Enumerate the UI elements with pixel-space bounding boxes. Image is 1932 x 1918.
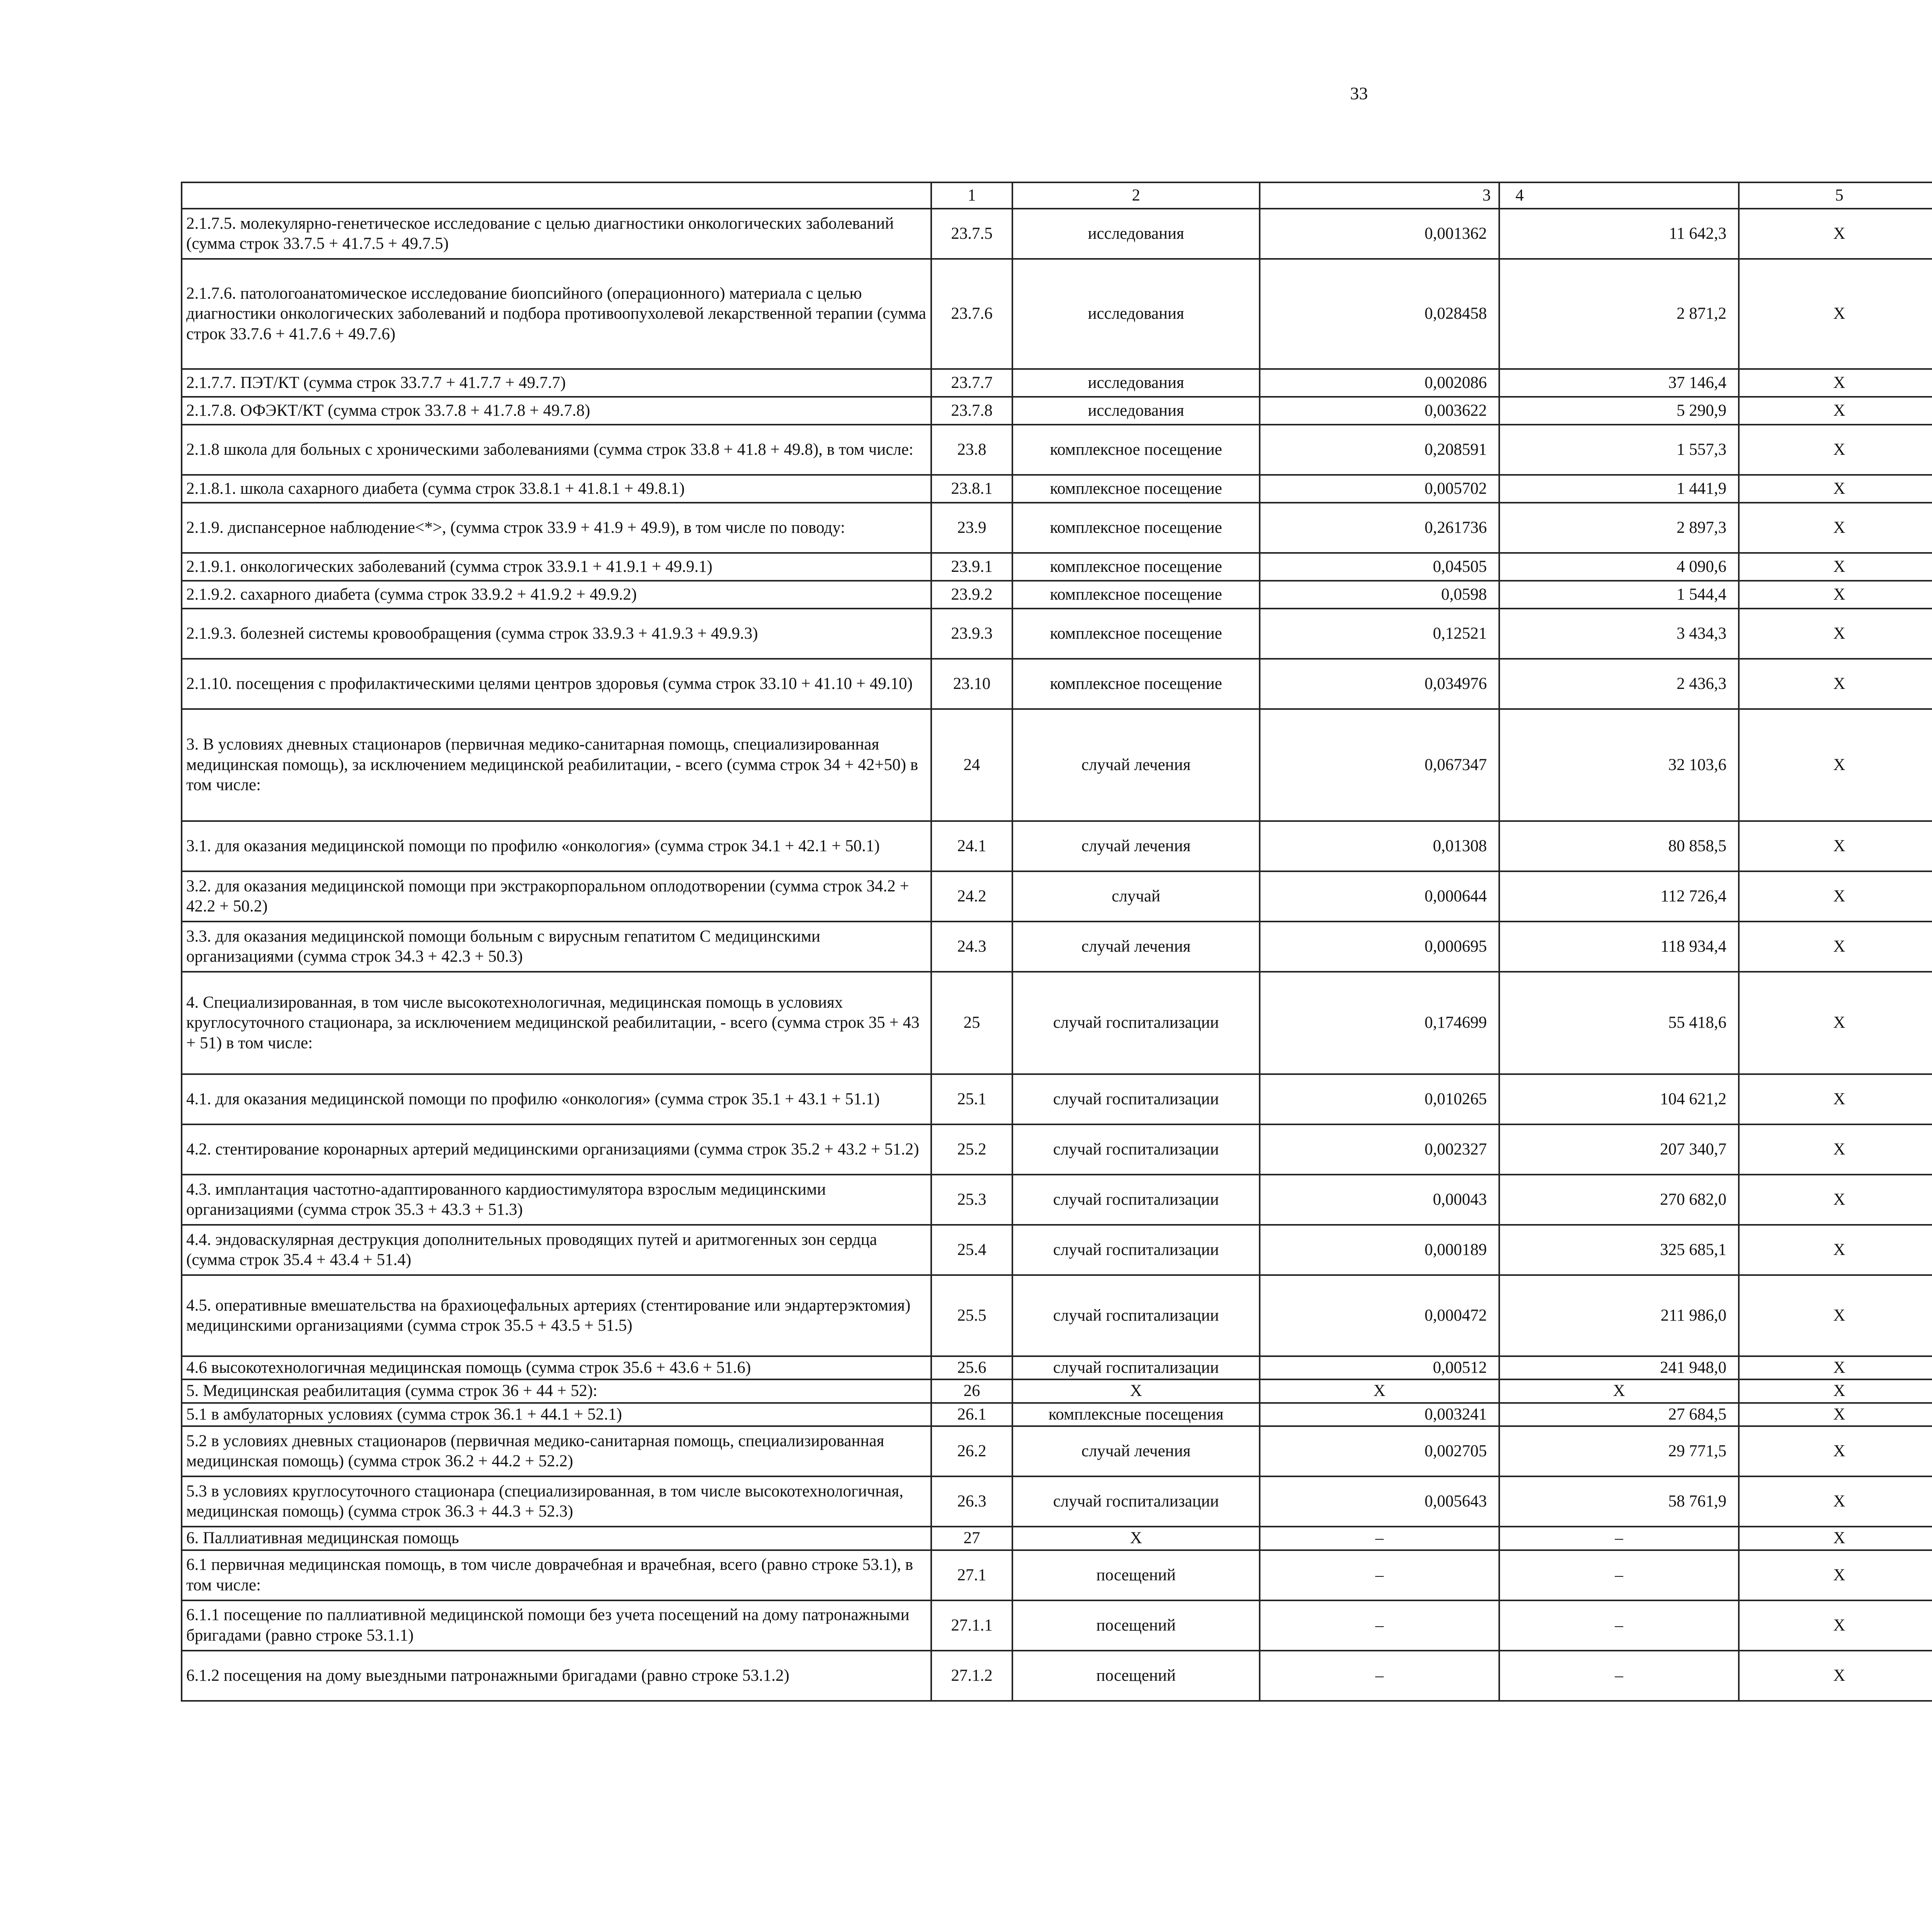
value-cell: 0,000644 — [1260, 871, 1499, 922]
value-cell: 0,174699 — [1260, 972, 1499, 1074]
value-cell: 4 090,6 — [1499, 553, 1739, 581]
unit-cell: случай госпитализации — [1012, 1074, 1260, 1124]
value-cell: 0,000695 — [1260, 922, 1499, 972]
value-cell: 0,12521 — [1260, 609, 1499, 659]
value-cell: – — [1260, 1600, 1499, 1651]
mark-cell: X — [1739, 1403, 1932, 1426]
unit-cell: комплексное посещение — [1012, 553, 1260, 581]
mark-cell: X — [1739, 1225, 1932, 1275]
row-code: 26.3 — [931, 1476, 1012, 1527]
value-cell: 104 621,2 — [1499, 1074, 1739, 1124]
table-row — [182, 1550, 1932, 1600]
row-label: 4.4. эндоваскулярная деструкция дополнительных проводящих путей и аритмогенных зон сердца (сумма строк 35.4 + 43.4 + 51.4) — [182, 1225, 931, 1275]
mark-cell: X — [1739, 369, 1932, 397]
mark-cell: X — [1739, 871, 1932, 922]
unit-cell: X — [1012, 1379, 1260, 1403]
mark-cell: X — [1739, 1426, 1932, 1476]
unit-cell: посещений — [1012, 1600, 1260, 1651]
column-number: 1 — [931, 182, 1012, 209]
table-row — [182, 972, 1932, 1074]
row-code: 23.9 — [931, 503, 1012, 553]
row-code: 23.9.2 — [931, 581, 1012, 609]
value-cell: 0,002705 — [1260, 1426, 1499, 1476]
value-cell: 11 642,3 — [1499, 209, 1739, 259]
row-code: 25 — [931, 972, 1012, 1074]
table-row — [182, 871, 1932, 922]
table-row — [182, 1403, 1932, 1426]
row-code: 24.1 — [931, 821, 1012, 871]
mark-cell: X — [1739, 1275, 1932, 1356]
row-label: 5.3 в условиях круглосуточного стационара (специализированная, в том числе высокотехнологичная, медицинская помощь) (сумма строк 36.3 + 44.3 + 52.3) — [182, 1476, 931, 1527]
value-cell: 0,0598 — [1260, 581, 1499, 609]
value-cell: X — [1260, 1379, 1499, 1403]
row-label: 2.1.7.8. ОФЭКТ/КТ (сумма строк 33.7.8 + 41.7.8 + 49.7.8) — [182, 397, 931, 425]
table-row — [182, 1175, 1932, 1225]
table-row — [182, 1476, 1932, 1527]
mark-cell: X — [1739, 922, 1932, 972]
unit-cell: посещений — [1012, 1550, 1260, 1600]
unit-cell: посещений — [1012, 1651, 1260, 1701]
row-label: 5.1 в амбулаторных условиях (сумма строк 36.1 + 44.1 + 52.1) — [182, 1403, 931, 1426]
value-cell: 1 544,4 — [1499, 581, 1739, 609]
value-cell: 241 948,0 — [1499, 1356, 1739, 1379]
value-cell: 2 897,3 — [1499, 503, 1739, 553]
value-cell: 0,001362 — [1260, 209, 1499, 259]
row-label: 4.2. стентирование коронарных артерий медицинскими организациями (сумма строк 35.2 + 43.2 + 51.2) — [182, 1124, 931, 1175]
row-code: 25.3 — [931, 1175, 1012, 1225]
mark-cell: X — [1739, 503, 1932, 553]
unit-cell: исследования — [1012, 259, 1260, 369]
unit-cell: комплексное посещение — [1012, 659, 1260, 709]
value-cell: 211 986,0 — [1499, 1275, 1739, 1356]
unit-cell: комплексное посещение — [1012, 609, 1260, 659]
mark-cell: X — [1739, 1356, 1932, 1379]
table-row — [182, 1275, 1932, 1356]
table-row — [182, 369, 1932, 397]
mark-cell: X — [1739, 709, 1932, 821]
column-number-row — [182, 182, 1932, 209]
mark-cell: X — [1739, 1527, 1932, 1550]
value-cell: 0,003241 — [1260, 1403, 1499, 1426]
table-row — [182, 259, 1932, 369]
value-cell: 0,010265 — [1260, 1074, 1499, 1124]
page-number: 33 — [1350, 83, 1368, 103]
table-row — [182, 659, 1932, 709]
row-code: 25.2 — [931, 1124, 1012, 1175]
mark-cell: X — [1739, 972, 1932, 1074]
row-code: 27 — [931, 1527, 1012, 1550]
mark-cell: X — [1739, 1476, 1932, 1527]
row-label: 6.1 первичная медицинская помощь, в том числе доврачебная и врачебная, всего (равно строке 53.1), в том числе: — [182, 1550, 931, 1600]
row-label: 5. Медицинская реабилитация (сумма строк 36 + 44 + 52): — [182, 1379, 931, 1403]
table-row — [182, 922, 1932, 972]
unit-cell: случай лечения — [1012, 922, 1260, 972]
row-label: 6.1.1 посещение по паллиативной медицинской помощи без учета посещений на дому патронажными бригадами (равно строке 53.1.1) — [182, 1600, 931, 1651]
value-cell: 2 871,2 — [1499, 259, 1739, 369]
table-row — [182, 1074, 1932, 1124]
unit-cell: комплексное посещение — [1012, 503, 1260, 553]
row-code: 25.4 — [931, 1225, 1012, 1275]
row-label: 4.1. для оказания медицинской помощи по профилю «онкология» (сумма строк 35.1 + 43.1 + 51.1) — [182, 1074, 931, 1124]
row-code: 24 — [931, 709, 1012, 821]
value-cell: 1 557,3 — [1499, 425, 1739, 475]
row-code: 24.3 — [931, 922, 1012, 972]
table-row — [182, 1651, 1932, 1701]
unit-cell: исследования — [1012, 397, 1260, 425]
row-label: 2.1.8.1. школа сахарного диабета (сумма строк 33.8.1 + 41.8.1 + 49.8.1) — [182, 475, 931, 503]
value-cell: 0,034976 — [1260, 659, 1499, 709]
row-code: 23.8 — [931, 425, 1012, 475]
row-label: 4. Специализированная, в том числе высокотехнологичная, медицинская помощь в условиях круглосуточного стационара, за исключением медицинской реабилитации, - всего (сумма строк 35 + 43 + 51) в том числе: — [182, 972, 931, 1074]
value-cell: – — [1499, 1527, 1739, 1550]
value-cell: 118 934,4 — [1499, 922, 1739, 972]
value-cell: 80 858,5 — [1499, 821, 1739, 871]
row-code: 25.6 — [931, 1356, 1012, 1379]
table-row — [182, 397, 1932, 425]
unit-cell: комплексное посещение — [1012, 425, 1260, 475]
unit-cell: случай госпитализации — [1012, 1476, 1260, 1527]
value-cell: 112 726,4 — [1499, 871, 1739, 922]
row-label: 4.6 высокотехнологичная медицинская помощь (сумма строк 35.6 + 43.6 + 51.6) — [182, 1356, 931, 1379]
row-code: 23.7.7 — [931, 369, 1012, 397]
mark-cell: X — [1739, 553, 1932, 581]
value-cell: 0,000189 — [1260, 1225, 1499, 1275]
row-code: 23.8.1 — [931, 475, 1012, 503]
value-cell: 27 684,5 — [1499, 1403, 1739, 1426]
value-cell: 1 441,9 — [1499, 475, 1739, 503]
row-code: 25.5 — [931, 1275, 1012, 1356]
mark-cell: X — [1739, 609, 1932, 659]
value-cell: 0,067347 — [1260, 709, 1499, 821]
table-row — [182, 1600, 1932, 1651]
table-row — [182, 1225, 1932, 1275]
row-label: 2.1.9. диспансерное наблюдение<*>, (сумма строк 33.9 + 41.9 + 49.9), в том числе по поводу: — [182, 503, 931, 553]
table-row — [182, 1426, 1932, 1476]
row-label: 4.3. имплантация частотно-адаптированного кардиостимулятора взрослым медицинскими организациями (сумма строк 35.3 + 43.3 + 51.3) — [182, 1175, 931, 1225]
row-label: 2.1.7.5. молекулярно-генетическое исследование с целью диагностики онкологических заболеваний (сумма строк 33.7.5 + 41.7.5 + 49.7.5) — [182, 209, 931, 259]
value-cell: – — [1499, 1651, 1739, 1701]
row-label: 2.1.8 школа для больных с хроническими заболеваниями (сумма строк 33.8 + 41.8 + 49.8), в том числе: — [182, 425, 931, 475]
row-code: 26 — [931, 1379, 1012, 1403]
table-row — [182, 1124, 1932, 1175]
value-cell: 37 146,4 — [1499, 369, 1739, 397]
unit-cell: комплексные посещения — [1012, 1403, 1260, 1426]
mark-cell: X — [1739, 1651, 1932, 1701]
value-cell: 0,261736 — [1260, 503, 1499, 553]
value-cell: 0,028458 — [1260, 259, 1499, 369]
table-row — [182, 1527, 1932, 1550]
value-cell: – — [1499, 1550, 1739, 1600]
column-number: 3 — [1260, 182, 1499, 209]
table-row — [182, 581, 1932, 609]
unit-cell: X — [1012, 1527, 1260, 1550]
row-label: 2.1.7.6. патологоанатомическое исследование биопсийного (операционного) материала с целью диагностики онкологических заболеваний и подбора противоопухолевой лекарственной терапии (сумма строк 33.7.6 + 41.7.6 + 49.7.6) — [182, 259, 931, 369]
mark-cell: X — [1739, 1379, 1932, 1403]
unit-cell: случай госпитализации — [1012, 1124, 1260, 1175]
value-cell: 0,000472 — [1260, 1275, 1499, 1356]
mark-cell: X — [1739, 1074, 1932, 1124]
unit-cell: случай — [1012, 871, 1260, 922]
row-label: 2.1.9.2. сахарного диабета (сумма строк 33.9.2 + 41.9.2 + 49.9.2) — [182, 581, 931, 609]
mark-cell: X — [1739, 397, 1932, 425]
row-code: 23.9.1 — [931, 553, 1012, 581]
value-cell: – — [1260, 1527, 1499, 1550]
value-cell: 0,005702 — [1260, 475, 1499, 503]
unit-cell: случай лечения — [1012, 709, 1260, 821]
unit-cell: случай лечения — [1012, 1426, 1260, 1476]
unit-cell: случай госпитализации — [1012, 1356, 1260, 1379]
row-code: 26.2 — [931, 1426, 1012, 1476]
mark-cell: X — [1739, 1550, 1932, 1600]
unit-cell: исследования — [1012, 369, 1260, 397]
row-label: 5.2 в условиях дневных стационаров (первичная медико-санитарная помощь, специализированная медицинская помощь) (сумма строк 36.2 + 44.2 + 52.2) — [182, 1426, 931, 1476]
value-cell: 32 103,6 — [1499, 709, 1739, 821]
row-code: 25.1 — [931, 1074, 1012, 1124]
value-cell: – — [1499, 1600, 1739, 1651]
table-row — [182, 1379, 1932, 1403]
row-code: 23.9.3 — [931, 609, 1012, 659]
row-code: 24.2 — [931, 871, 1012, 922]
mark-cell: X — [1739, 1175, 1932, 1225]
value-cell: 0,003622 — [1260, 397, 1499, 425]
row-label: 2.1.9.3. болезней системы кровообращения (сумма строк 33.9.3 + 41.9.3 + 49.9.3) — [182, 609, 931, 659]
row-label: 2.1.7.7. ПЭТ/КТ (сумма строк 33.7.7 + 41.7.7 + 49.7.7) — [182, 369, 931, 397]
column-number: 2 — [1012, 182, 1260, 209]
table-row — [182, 609, 1932, 659]
value-cell: 207 340,7 — [1499, 1124, 1739, 1175]
mark-cell: X — [1739, 475, 1932, 503]
unit-cell: комплексное посещение — [1012, 475, 1260, 503]
value-cell: 0,01308 — [1260, 821, 1499, 871]
row-label: 2.1.9.1. онкологических заболеваний (сумма строк 33.9.1 + 41.9.1 + 49.9.1) — [182, 553, 931, 581]
value-cell: 55 418,6 — [1499, 972, 1739, 1074]
table-row — [182, 709, 1932, 821]
value-cell: 0,002086 — [1260, 369, 1499, 397]
column-number: 4 — [1499, 182, 1739, 209]
table-row — [182, 1356, 1932, 1379]
mark-cell: X — [1739, 659, 1932, 709]
value-cell: 0,00043 — [1260, 1175, 1499, 1225]
row-label: 6. Паллиативная медицинская помощь — [182, 1527, 931, 1550]
value-cell: 0,005643 — [1260, 1476, 1499, 1527]
row-code: 26.1 — [931, 1403, 1012, 1426]
data-table — [181, 182, 1932, 1702]
table-row — [182, 821, 1932, 871]
row-label: 3. В условиях дневных стационаров (первичная медико-санитарная помощь, специализированная медицинская помощь), за исключением медицинской реабилитации, - всего (сумма строк 34 + 42+50) в том числе: — [182, 709, 931, 821]
table-row — [182, 475, 1932, 503]
row-code: 23.7.6 — [931, 259, 1012, 369]
column-number — [182, 182, 931, 209]
row-label: 3.2. для оказания медицинской помощи при экстракорпоральном оплодотворении (сумма строк 34.2 + 42.2 + 50.2) — [182, 871, 931, 922]
column-number: 5 — [1739, 182, 1932, 209]
row-code: 23.7.5 — [931, 209, 1012, 259]
mark-cell: X — [1739, 259, 1932, 369]
value-cell: 0,002327 — [1260, 1124, 1499, 1175]
value-cell: X — [1499, 1379, 1739, 1403]
unit-cell: случай лечения — [1012, 821, 1260, 871]
mark-cell: X — [1739, 1600, 1932, 1651]
table-row — [182, 209, 1932, 259]
row-label: 3.3. для оказания медицинской помощи больным с вирусным гепатитом С медицинскими организациями (сумма строк 34.3 + 42.3 + 50.3) — [182, 922, 931, 972]
value-cell: 58 761,9 — [1499, 1476, 1739, 1527]
table-row — [182, 503, 1932, 553]
table-row — [182, 425, 1932, 475]
row-code: 27.1 — [931, 1550, 1012, 1600]
unit-cell: комплексное посещение — [1012, 581, 1260, 609]
row-code: 23.10 — [931, 659, 1012, 709]
row-label: 4.5. оперативные вмешательства на брахиоцефальных артериях (стентирование или эндартерэктомия) медицинскими организациями (сумма строк 35.5 + 43.5 + 51.5) — [182, 1275, 931, 1356]
value-cell: 29 771,5 — [1499, 1426, 1739, 1476]
table-row — [182, 553, 1932, 581]
value-cell: 0,208591 — [1260, 425, 1499, 475]
mark-cell: X — [1739, 209, 1932, 259]
row-label: 2.1.10. посещения с профилактическими целями центров здоровья (сумма строк 33.10 + 41.10 + 49.10) — [182, 659, 931, 709]
value-cell: 5 290,9 — [1499, 397, 1739, 425]
unit-cell: случай госпитализации — [1012, 972, 1260, 1074]
value-cell: 3 434,3 — [1499, 609, 1739, 659]
value-cell: – — [1260, 1651, 1499, 1701]
unit-cell: случай госпитализации — [1012, 1225, 1260, 1275]
row-code: 23.7.8 — [931, 397, 1012, 425]
value-cell: – — [1260, 1550, 1499, 1600]
row-label: 3.1. для оказания медицинской помощи по профилю «онкология» (сумма строк 34.1 + 42.1 + 50.1) — [182, 821, 931, 871]
value-cell: 0,00512 — [1260, 1356, 1499, 1379]
row-label: 6.1.2 посещения на дому выездными патронажными бригадами (равно строке 53.1.2) — [182, 1651, 931, 1701]
value-cell: 0,04505 — [1260, 553, 1499, 581]
unit-cell: случай госпитализации — [1012, 1275, 1260, 1356]
mark-cell: X — [1739, 425, 1932, 475]
value-cell: 325 685,1 — [1499, 1225, 1739, 1275]
row-code: 27.1.1 — [931, 1600, 1012, 1651]
mark-cell: X — [1739, 821, 1932, 871]
value-cell: 270 682,0 — [1499, 1175, 1739, 1225]
mark-cell: X — [1739, 581, 1932, 609]
row-code: 27.1.2 — [931, 1651, 1012, 1701]
unit-cell: исследования — [1012, 209, 1260, 259]
mark-cell: X — [1739, 1124, 1932, 1175]
unit-cell: случай госпитализации — [1012, 1175, 1260, 1225]
value-cell: 2 436,3 — [1499, 659, 1739, 709]
